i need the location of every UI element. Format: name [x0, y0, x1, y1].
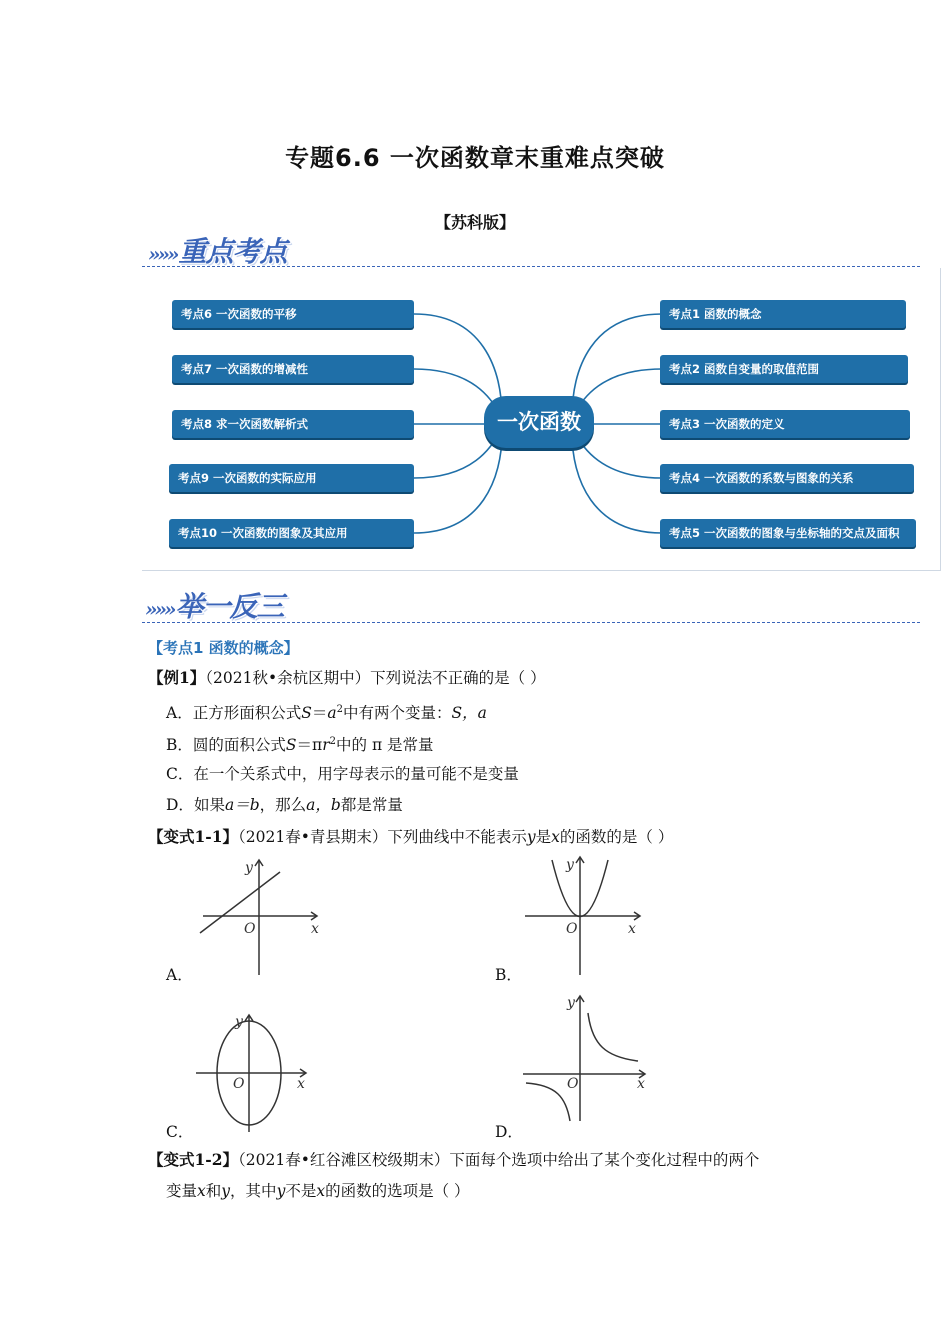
edition-label: 【苏科版】	[434, 213, 515, 232]
mind-map-center: 一次函数	[484, 396, 594, 448]
example-1-option-a: A．正方形面积公式$S=a^2$中有两个变量：S，a	[166, 704, 487, 723]
origin-label: O	[244, 921, 256, 937]
graph-c-ellipse	[193, 1012, 313, 1134]
mind-map-node-left-2: 考点7 一次函数的增减性	[172, 355, 414, 383]
banner-arrows-icon: »»»	[148, 242, 177, 266]
variant-1-1-question: 【变式1-1】（2021春•青县期末）下列曲线中不能表示y是x的函数的是（ ）	[148, 827, 674, 846]
axis-y-label: y	[566, 857, 574, 873]
mind-map-node-right-2: 考点2 函数自变量的取值范围	[660, 355, 908, 383]
banner-arrows-icon: »»»	[145, 597, 174, 621]
origin-label: O	[567, 1076, 579, 1092]
mind-map-node-left-1: 考点6 一次函数的平移	[172, 300, 414, 328]
graph-b-label: B．	[495, 966, 522, 984]
document-title: 专题6.6 一次函数章末重难点突破	[285, 144, 665, 172]
axis-y-label: y	[567, 995, 575, 1011]
axis-x-label: x	[637, 1076, 645, 1092]
example-1-option-b: B．圆的面积公式$S=\pi r^2$中的 π 是常量	[166, 736, 434, 755]
variant-1-2-question-line-1: 【变式1-2】（2021春•红谷滩区校级期末）下面每个选项中给出了某个变化过程中的两个	[148, 1150, 760, 1169]
mind-map-node-right-3: 考点3 一次函数的定义	[660, 410, 910, 438]
axis-x-label: x	[311, 921, 319, 937]
mind-map-node-right-1: 考点1 函数的概念	[660, 300, 906, 328]
graph-d-hyperbola	[520, 993, 650, 1123]
graph-b-parabola	[520, 855, 645, 977]
mind-map-node-left-5: 考点10 一次函数的图象及其应用	[169, 519, 414, 547]
mind-map	[142, 268, 941, 571]
axis-x-label: x	[628, 921, 636, 937]
example-1-option-c: C．在一个关系式中，用字母表示的量可能不是变量	[166, 765, 519, 783]
banner-key-points-text: 重点考点	[178, 235, 287, 268]
origin-label: O	[566, 921, 578, 937]
graph-a-line	[195, 855, 330, 977]
divider	[142, 622, 920, 623]
mind-map-node-right-5: 考点5 一次函数的图象与坐标轴的交点及面积	[660, 519, 916, 547]
graph-c-label: C．	[166, 1123, 194, 1141]
axis-y-label: y	[235, 1014, 243, 1030]
axis-x-label: x	[297, 1076, 305, 1092]
axis-y-label: y	[245, 860, 253, 876]
divider	[142, 266, 920, 267]
origin-label: O	[233, 1076, 245, 1092]
section-heading: 【考点1 函数的概念】	[148, 639, 299, 657]
mind-map-node-right-4: 考点4 一次函数的系数与图象的关系	[660, 464, 914, 492]
variant-1-2-question-line-2: 变量x和y，其中y不是x的函数的选项是（ ）	[166, 1182, 470, 1200]
example-1-question: 【例1】（2021秋•余杭区期中）下列说法不正确的是（ ）	[148, 668, 546, 687]
banner-key-points	[148, 230, 287, 270]
graph-d-label: D．	[495, 1123, 523, 1141]
banner-practice	[145, 585, 284, 625]
graph-a-label: A．	[166, 966, 193, 984]
example-1-option-d: D．如果a＝b，那么a，b都是常量	[166, 796, 403, 814]
mind-map-node-left-4: 考点9 一次函数的实际应用	[169, 464, 414, 492]
banner-practice-text: 举一反三	[175, 590, 284, 623]
mind-map-node-left-3: 考点8 求一次函数解析式	[172, 410, 414, 438]
